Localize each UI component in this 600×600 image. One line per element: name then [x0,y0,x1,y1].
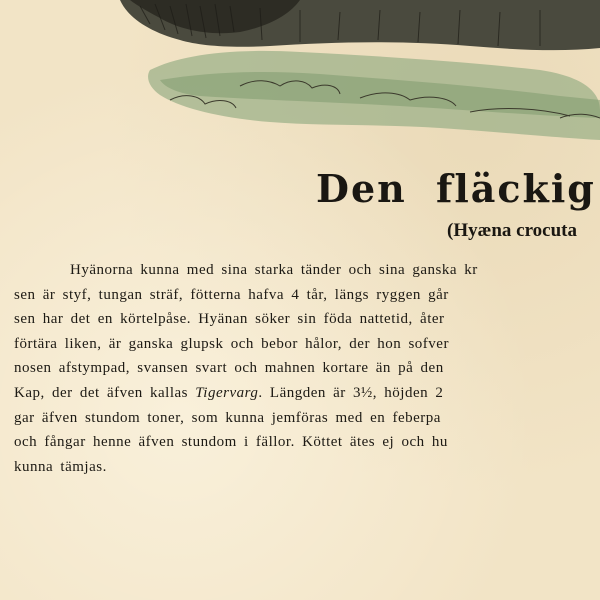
text-line-mixed [14,381,600,406]
text-line: förtära liken, är ganska glupsk och bebor hålor, der hon sofver [14,335,449,352]
text-line: sen har det en körtelpåse. Hyänan söker sin föda nattetid, åter [14,311,445,328]
hyena-illustration-fragment [0,0,600,150]
text-line: nosen afstympad, svansen svart och mahnen kortare än på den [14,360,444,377]
text-line: kunna tämjas. [14,458,107,475]
italic-term: Tigervarg [195,384,259,401]
text-line: gar äfven stundom toner, som kunna jemföras med en feberpa [14,409,441,426]
text-line: sen är styf, tungan sträf, fötterna hafva 4 tår, längs ryggen går [14,286,449,303]
text-line: Hyänorna kunna med sina starka tänder och sina ganska kr [70,262,478,278]
text-segment: Kap, der det äfven kallas [14,384,196,401]
page-title: Den fläckig [316,166,596,211]
text-segment: . Längden är 3½, höjden 2 [258,384,444,401]
latin-name-subtitle: (Hyæna crocuta [447,220,577,241]
body-paragraph [14,258,600,479]
text-line: och fångar henne äfven stundom i fällor. Köttet ätes ej och hu [14,434,448,451]
